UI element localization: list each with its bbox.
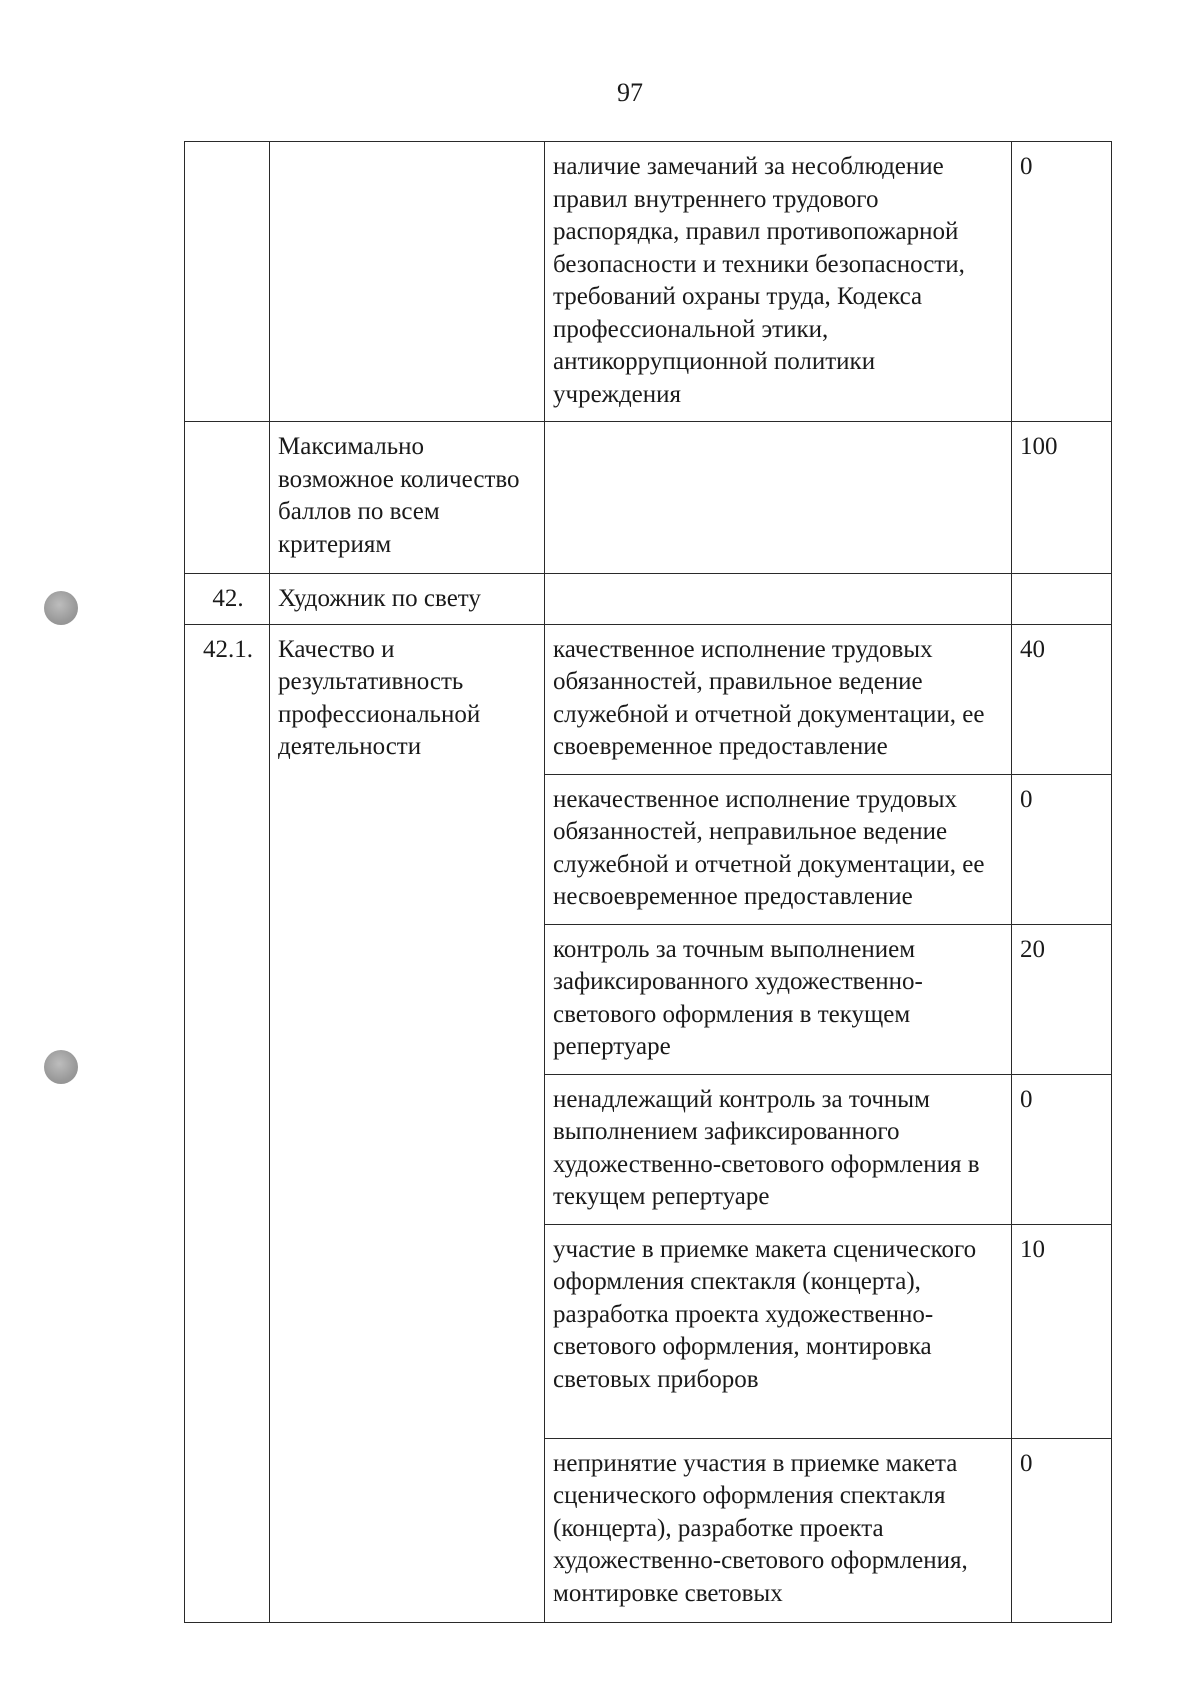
score-cell: 100 — [1012, 422, 1112, 574]
indicator-cell — [545, 574, 1012, 625]
indicator-cell: непринятие участия в приемке макета сценического оформления спектакля (концерта), разработке проекта художественно-светового оформления, монтировке световых — [545, 1438, 1012, 1622]
row-number: 42. — [185, 574, 270, 625]
score-cell: 40 — [1012, 624, 1112, 774]
indicator-cell: некачественное исполнение трудовых обязанностей, неправильное ведение служебной и отчетной документации, ее несвоевременное предоставление — [545, 774, 1012, 924]
criteria-table — [184, 141, 1112, 1623]
score-cell: 0 — [1012, 1438, 1112, 1622]
indicator-cell — [545, 422, 1012, 574]
score-cell — [1012, 574, 1112, 625]
indicator-cell: качественное исполнение трудовых обязанностей, правильное ведение служебной и отчетной документации, ее своевременное предоставление — [545, 624, 1012, 774]
indicator-cell: контроль за точным выполнением зафиксированного художественно-светового оформления в текущем репертуаре — [545, 924, 1012, 1074]
indicator-cell: участие в приемке макета сценического оформления спектакля (концерта), разработка проекта художественно-светового оформления, монтировка световых приборов — [545, 1224, 1012, 1438]
indicator-cell: наличие замечаний за несоблюдение правил внутреннего трудового распорядка, правил противопожарной безопасности и техники безопасности, требований охраны труда, Кодекса профессиональной этики, антикоррупционной политики учреждения — [545, 142, 1012, 422]
page-number: 97 — [617, 78, 643, 107]
table-row — [185, 624, 1112, 774]
criterion-cell: Максимально возможное количество баллов по всем критериям — [270, 422, 545, 574]
punch-hole-top — [44, 591, 78, 625]
table-row — [185, 142, 1112, 422]
row-number — [185, 422, 270, 574]
criterion-cell: Качество и результативность профессиональной деятельности — [270, 624, 545, 1622]
score-cell: 10 — [1012, 1224, 1112, 1438]
table-row — [185, 422, 1112, 574]
score-cell: 20 — [1012, 924, 1112, 1074]
score-cell: 0 — [1012, 774, 1112, 924]
score-cell: 0 — [1012, 1074, 1112, 1224]
score-cell: 0 — [1012, 142, 1112, 422]
row-number — [185, 142, 270, 422]
indicator-cell: ненадлежащий контроль за точным выполнением зафиксированного художественно-светового оформления в текущем репертуаре — [545, 1074, 1012, 1224]
criterion-cell — [270, 142, 545, 422]
criterion-cell: Художник по свету — [270, 574, 545, 625]
row-number: 42.1. — [185, 624, 270, 1622]
punch-hole-bottom — [44, 1050, 78, 1084]
table-row — [185, 574, 1112, 625]
